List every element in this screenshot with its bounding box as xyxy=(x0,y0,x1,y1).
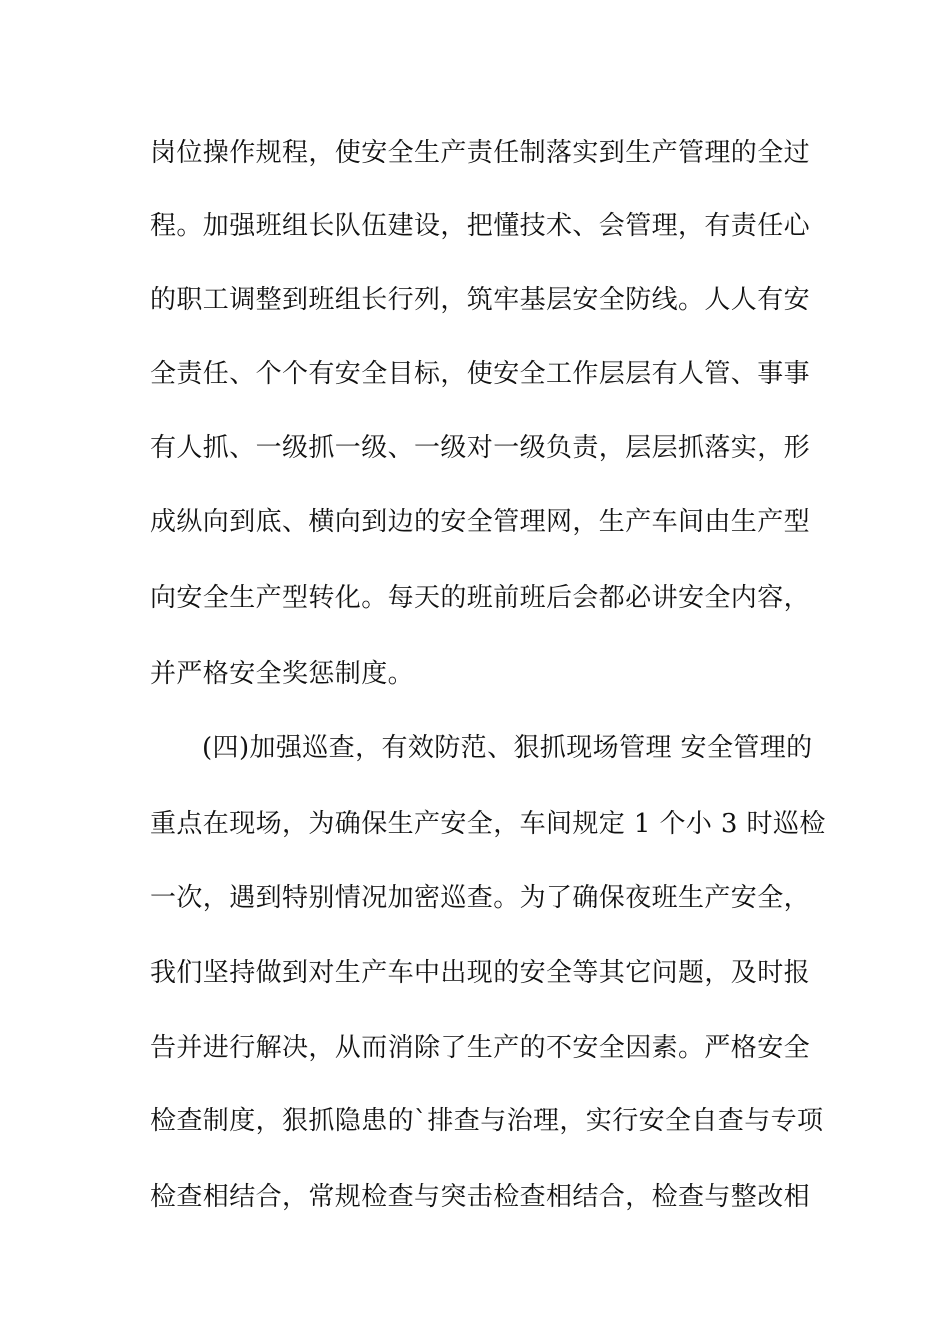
text-line: 重点在现场，为确保生产安全，车间规定 1 个小 3 时巡检 xyxy=(150,809,826,839)
text-line: 一次，遇到特别情况加密巡查。为了确保夜班生产安全， xyxy=(150,883,811,913)
text-line: 检查制度，狠抓隐患的`排查与治理，实行安全自查与专项 xyxy=(150,1106,824,1136)
text-line: 并严格安全奖惩制度。 xyxy=(150,659,415,689)
text-line: 向安全生产型转化。每天的班前班后会都必讲安全内容， xyxy=(150,583,811,613)
text-line: 有人抓、一级抓一级、一级对一级负责，层层抓落实，形 xyxy=(150,433,811,463)
text-line: 岗位操作规程，使安全生产责任制落实到生产管理的全过 xyxy=(150,138,811,168)
text-line: 程。加强班组长队伍建设，把懂技术、会管理，有责任心 xyxy=(150,211,811,241)
section-heading-line: (四)加强巡查，有效防范、狠抓现场管理 安全管理的 xyxy=(202,733,813,763)
text-line: 我们坚持做到对生产车中出现的安全等其它问题，及时报 xyxy=(150,958,811,988)
text-line: 告并进行解决，从而消除了生产的不安全因素。严格安全 xyxy=(150,1033,811,1063)
text-line: 的职工调整到班组长行列，筑牢基层安全防线。人人有安 xyxy=(150,285,811,315)
text-line: 全责任、个个有安全目标，使安全工作层层有人管、事事 xyxy=(150,359,811,389)
text-line: 成纵向到底、横向到边的安全管理网，生产车间由生产型 xyxy=(150,507,811,537)
text-line: 检查相结合，常规检查与突击检查相结合，检查与整改相 xyxy=(150,1182,811,1212)
